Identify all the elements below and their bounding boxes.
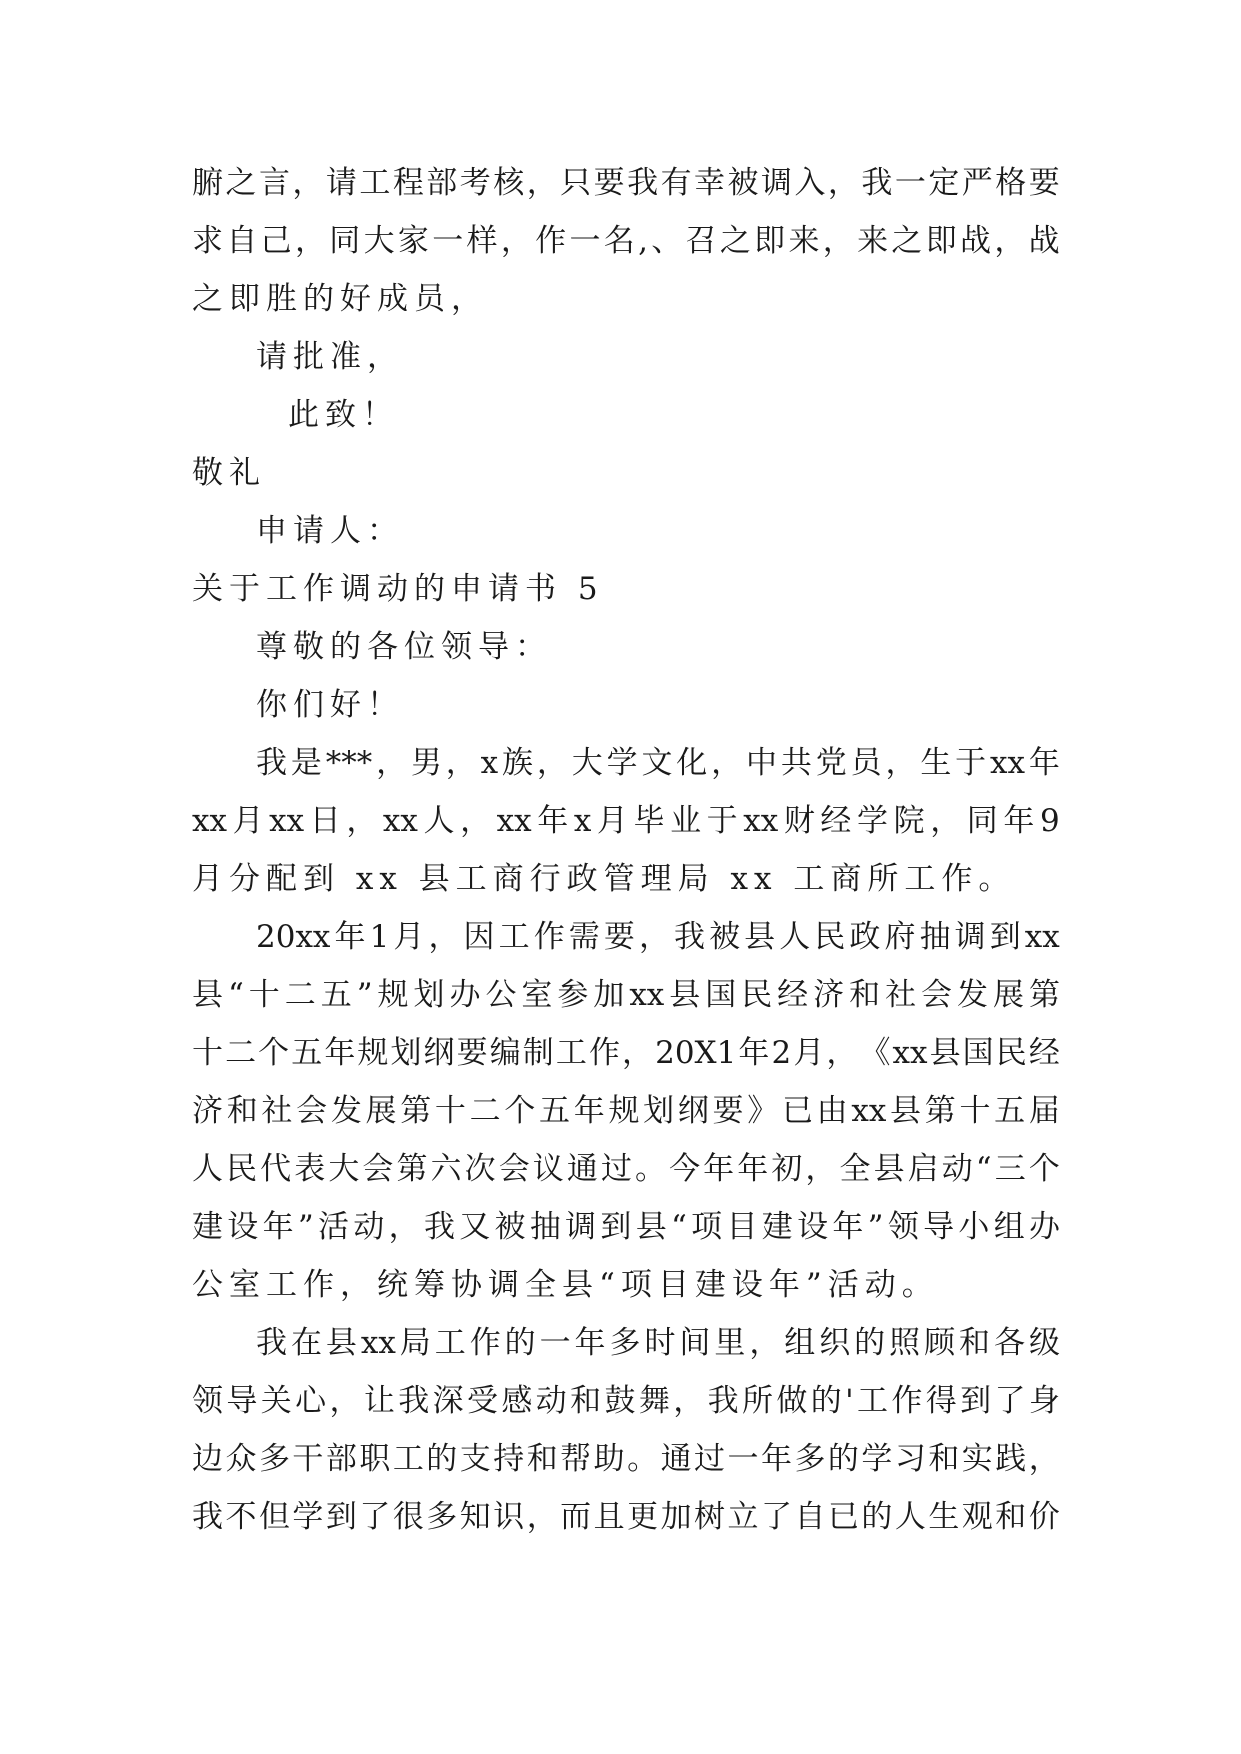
paragraph-line: 十 二 个 五 年 规 划 纲 要 编 制 工 作 ， 20X1 年 2 月 ， 《 xx 县 国 民 经 (192, 1035, 1060, 1071)
paragraph-line: 腑 之 言 ， 请 工 程 部 考 核 ， 只 要 我 有 幸 被 调 入 ， 我 一 定 严 格 要 (192, 165, 1060, 201)
paragraph-line: 边 众 多 干 部 职 工 的 支 持 和 帮 助 。 通 过 一 年 多 的 学 习 和 实 践 ， (192, 1441, 1060, 1477)
closing-request: 请批准， (256, 339, 404, 375)
paragraph-line: 20xx 年 1 月 ， 因 工 作 需 要 ， 我 被 县 人 民 政 府 抽 调 到 xx (256, 919, 1060, 955)
paragraph-line: 月分配到 xx 县工商行政管理局 xx 工商所工作。 (192, 861, 1016, 897)
paragraph-line: 济 和 社 会 发 展 第 十 二 个 五 年 规 划 纲 要 》 已 由 xx 县 第 十 五 届 (192, 1093, 1060, 1129)
paragraph-line: 人 民 代 表 大 会 第 六 次 会 议 通 过 。 今 年 年 初 ， 全 县 启 动 “ 三 个 (192, 1151, 1060, 1187)
paragraph-line: 领 导 关 心 ， 让 我 深 受 感 动 和 鼓 舞 ， 我 所 做 的 ' 工 作 得 到 了 身 (192, 1383, 1060, 1419)
paragraph-line: 求 自 己 ， 同 大 家 一 样 ， 作 一 名 , 、 召 之 即 来 ， 来 之 即 战 ， 战 (192, 223, 1060, 259)
paragraph-line: 建 设 年 ” 活 动 ， 我 又 被 抽 调 到 县 “ 项 目 建 设 年 ” 领 导 小 组 办 (192, 1209, 1060, 1245)
closing-regards: 敬礼 (192, 455, 266, 491)
section-title: 关于工作调动的申请书 5 (192, 571, 604, 607)
paragraph-line: 之即胜的好成员， (192, 281, 488, 317)
paragraph-line: 我 不 但 学 到 了 很 多 知 识 ， 而 且 更 加 树 立 了 自 已 的 人 生 观 和 价 (192, 1499, 1060, 1535)
paragraph-line: 县 “ 十 二 五 ” 规 划 办 公 室 参 加 xx 县 国 民 经 济 和 社 会 发 展 第 (192, 977, 1060, 1013)
closing-salutation: 此致！ (288, 397, 399, 433)
greeting-recipient: 尊敬的各位领导： (256, 629, 552, 665)
paragraph-line: xx 月 xx 日 ， xx 人 ， xx 年 x 月 毕 业 于 xx 财 经 学 院 ， 同 年 9 (192, 803, 1060, 839)
applicant-label: 申请人： (256, 513, 404, 549)
paragraph-line: 我 在 县 xx 局 工 作 的 一 年 多 时 间 里 ， 组 织 的 照 顾 和 各 级 (256, 1325, 1060, 1361)
paragraph-line: 公室工作，统筹协调全县“项目建设年”活动。 (192, 1267, 939, 1303)
document-body (192, 154, 1060, 1546)
paragraph-line: 我 是 *** ， 男 ， x 族 ， 大 学 文 化 ， 中 共 党 员 ， 生 于 xx 年 (256, 745, 1060, 781)
greeting: 你们好！ (256, 687, 404, 723)
